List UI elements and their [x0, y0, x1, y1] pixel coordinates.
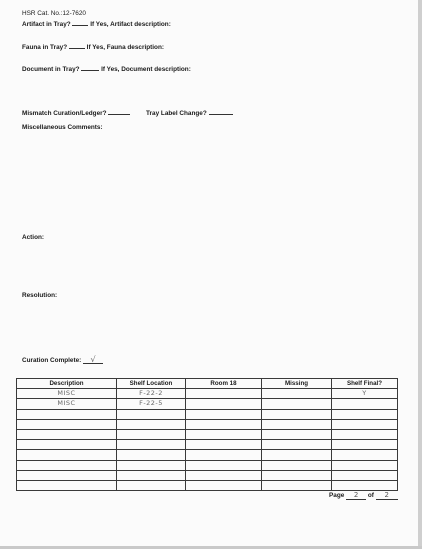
- page-number-value[interactable]: 2: [346, 491, 366, 500]
- table-cell[interactable]: [17, 460, 117, 470]
- table-cell[interactable]: [332, 419, 398, 429]
- table-cell[interactable]: [17, 450, 117, 460]
- table-cell[interactable]: [117, 440, 186, 450]
- table-cell[interactable]: [17, 429, 117, 439]
- artifact-blank[interactable]: [72, 25, 88, 26]
- table-row: [17, 419, 398, 429]
- catalog-number-line: [22, 10, 86, 17]
- table-cell[interactable]: [186, 450, 262, 460]
- document-blank[interactable]: [81, 70, 99, 71]
- table-row: [17, 409, 398, 419]
- table-cell[interactable]: [117, 450, 186, 460]
- table-row: [17, 440, 398, 450]
- table-cell[interactable]: [186, 389, 262, 399]
- mismatch-line: [22, 110, 130, 117]
- table-row: [17, 470, 398, 480]
- table-cell[interactable]: F-22-2: [117, 389, 186, 399]
- curation-complete-line: [22, 356, 103, 364]
- table-cell[interactable]: [186, 409, 262, 419]
- fauna-line: [22, 44, 164, 51]
- page-label: Page: [329, 492, 345, 499]
- column-header-shelf-location: Shelf Location: [117, 379, 186, 389]
- table-cell[interactable]: [332, 470, 398, 480]
- fauna-description-label: If Yes, Fauna description:: [86, 44, 164, 51]
- table-cell[interactable]: [332, 460, 398, 470]
- table-row: [17, 389, 398, 399]
- table-cell[interactable]: [332, 440, 398, 450]
- table-cell[interactable]: [332, 399, 398, 409]
- mismatch-label: Mismatch Curation/Ledger?: [22, 110, 107, 117]
- action-label: Action:: [22, 234, 45, 241]
- table-row: [17, 460, 398, 470]
- catalog-number-label: HSR Cat. No.:: [22, 10, 63, 17]
- table-cell[interactable]: [17, 470, 117, 480]
- curation-complete-checkmark[interactable]: √: [83, 356, 103, 364]
- column-header-shelf-final: Shelf Final?: [332, 379, 398, 389]
- table-cell[interactable]: [186, 460, 262, 470]
- table-cell[interactable]: [117, 409, 186, 419]
- table-cell[interactable]: [186, 419, 262, 429]
- table-cell[interactable]: [262, 450, 332, 460]
- table-cell[interactable]: [262, 389, 332, 399]
- mismatch-blank[interactable]: [108, 114, 130, 115]
- table-cell[interactable]: F-22-5: [117, 399, 186, 409]
- artifact-label: Artifact in Tray?: [22, 21, 71, 28]
- tray-label-change-label: Tray Label Change?: [146, 110, 207, 117]
- table-cell[interactable]: [262, 470, 332, 480]
- table-cell[interactable]: [117, 470, 186, 480]
- document-description-label: If Yes, Document description:: [101, 66, 191, 73]
- table-cell[interactable]: [117, 460, 186, 470]
- column-header-description: Description: [17, 379, 117, 389]
- table-cell[interactable]: [17, 480, 117, 490]
- document-label: Document in Tray?: [22, 66, 80, 73]
- inventory-table: [16, 378, 398, 491]
- table-row: [17, 480, 398, 490]
- fauna-label: Fauna in Tray?: [22, 44, 68, 51]
- of-label: of: [367, 492, 374, 499]
- table-cell[interactable]: [262, 429, 332, 439]
- table-cell[interactable]: [262, 419, 332, 429]
- table-cell[interactable]: [17, 419, 117, 429]
- table-cell[interactable]: Y: [332, 389, 398, 399]
- table-cell[interactable]: [332, 409, 398, 419]
- artifact-line: [22, 21, 171, 28]
- catalog-number-value: 12-7620: [62, 10, 86, 17]
- table-cell[interactable]: [262, 480, 332, 490]
- table-cell[interactable]: [262, 409, 332, 419]
- tray-label-change-blank[interactable]: [209, 114, 233, 115]
- curation-complete-label: Curation Complete:: [22, 357, 82, 364]
- artifact-description-label: If Yes, Artifact description:: [90, 21, 171, 28]
- table-row: [17, 399, 398, 409]
- table-row: [17, 450, 398, 460]
- table-cell[interactable]: [17, 440, 117, 450]
- table-cell[interactable]: [117, 419, 186, 429]
- table-cell[interactable]: MISC: [17, 389, 117, 399]
- table-cell[interactable]: [262, 460, 332, 470]
- tray-label-change-line: [146, 110, 233, 117]
- table-cell[interactable]: [117, 429, 186, 439]
- misc-comments-label: Miscellaneous Comments:: [22, 124, 103, 131]
- table-row: [17, 429, 398, 439]
- column-header-missing: Missing: [262, 379, 332, 389]
- table-cell[interactable]: [332, 450, 398, 460]
- scan-edge-right: [418, 0, 422, 549]
- table-cell[interactable]: [262, 399, 332, 409]
- page-number-line: [329, 491, 398, 500]
- table-cell[interactable]: [186, 440, 262, 450]
- column-header-room-18: Room 18: [186, 379, 262, 389]
- table-cell[interactable]: [332, 429, 398, 439]
- table-cell[interactable]: [186, 429, 262, 439]
- fauna-blank[interactable]: [69, 48, 85, 49]
- document-line: [22, 66, 191, 73]
- table-cell[interactable]: [262, 440, 332, 450]
- table-cell[interactable]: [332, 480, 398, 490]
- page-total-value[interactable]: 2: [376, 491, 398, 500]
- table-cell[interactable]: [117, 480, 186, 490]
- table-cell[interactable]: [186, 480, 262, 490]
- table-cell[interactable]: [186, 470, 262, 480]
- table-cell[interactable]: [186, 399, 262, 409]
- resolution-label: Resolution:: [22, 292, 58, 299]
- table-header-row: [17, 379, 398, 389]
- table-cell[interactable]: MISC: [17, 399, 117, 409]
- table-cell[interactable]: [17, 409, 117, 419]
